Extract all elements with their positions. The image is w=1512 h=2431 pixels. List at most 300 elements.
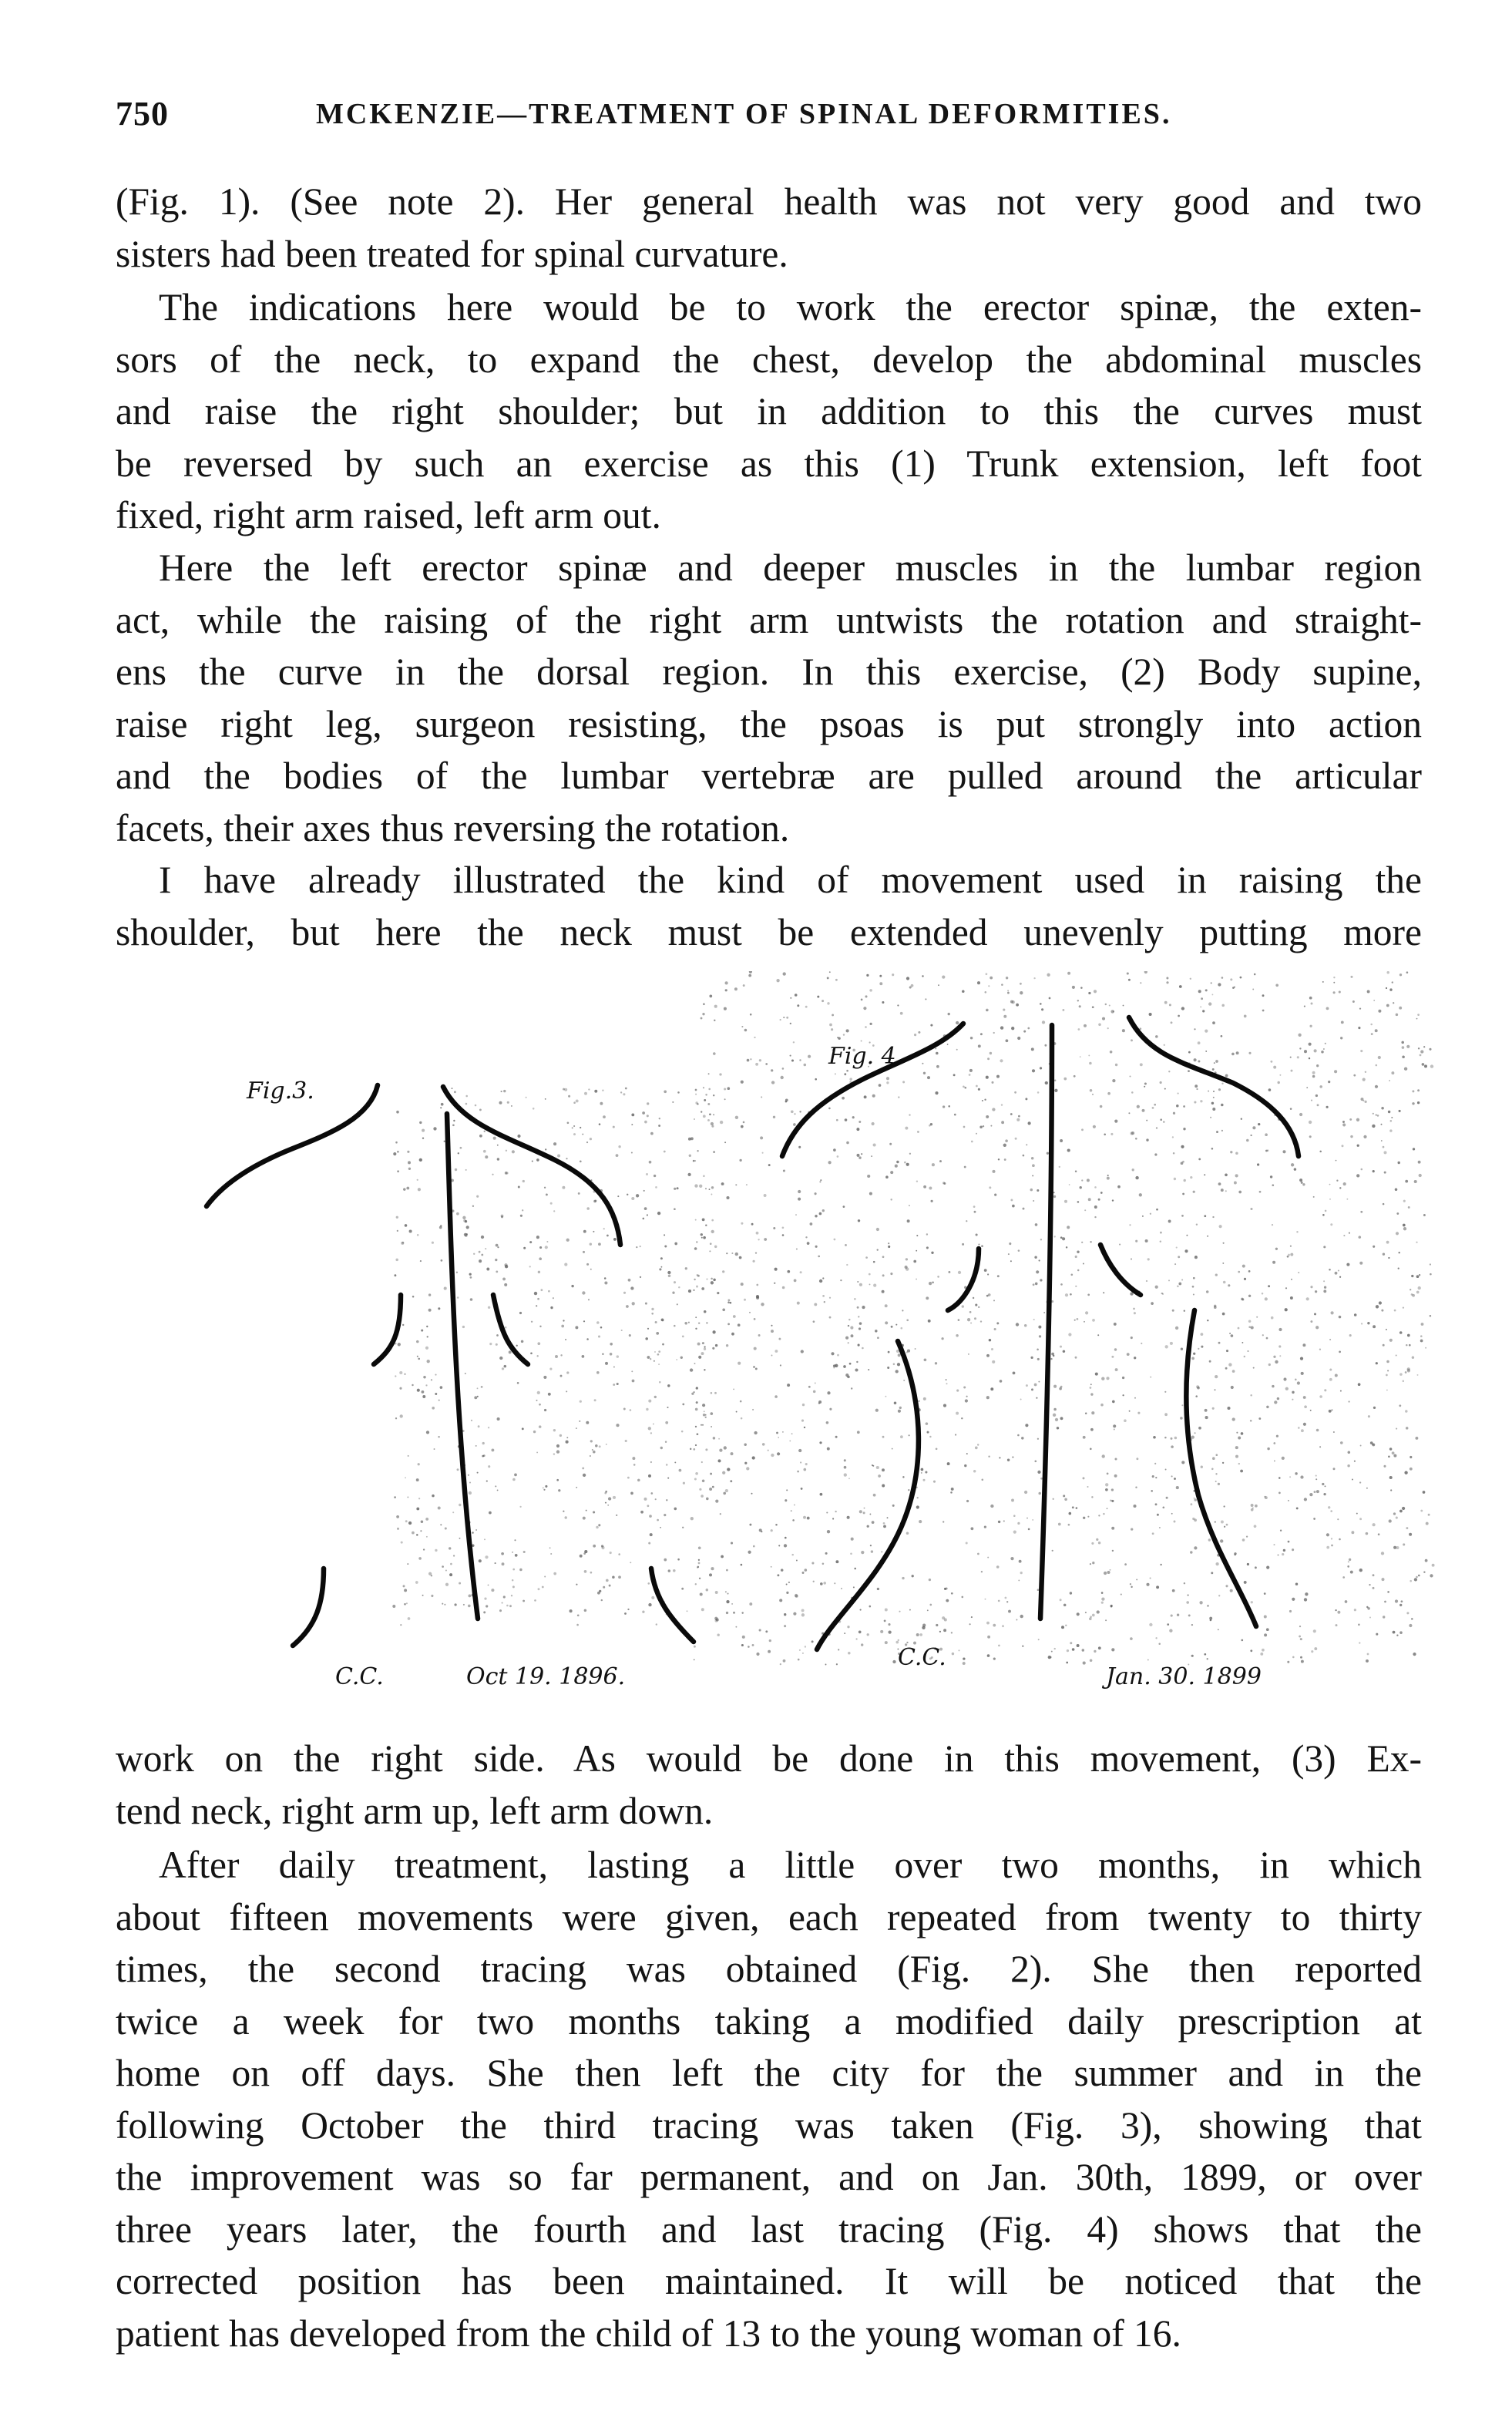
stipple-dot — [998, 1158, 1000, 1160]
stipple-dot — [927, 1609, 929, 1611]
stipple-dot — [1329, 1368, 1332, 1370]
stipple-dot — [777, 1574, 779, 1576]
stipple-dot — [1183, 1128, 1185, 1130]
stipple-dot — [475, 1529, 477, 1531]
stipple-dot — [486, 1268, 489, 1271]
fig4-spine — [1040, 1025, 1052, 1619]
stipple-dot — [956, 1390, 959, 1392]
stipple-dot — [1265, 1150, 1268, 1152]
stipple-dot — [963, 1085, 965, 1088]
stipple-dot — [720, 1121, 723, 1124]
stipple-dot — [852, 1116, 855, 1118]
stipple-dot — [749, 1312, 751, 1313]
stipple-dot — [829, 971, 831, 973]
stipple-dot — [1250, 1394, 1252, 1397]
stipple-dot — [752, 1456, 755, 1459]
stipple-dot — [1369, 1616, 1371, 1618]
stipple-dot — [1136, 1458, 1138, 1460]
stipple-dot — [885, 1396, 886, 1397]
stipple-dot — [1160, 1564, 1161, 1565]
stipple-dot — [1402, 1055, 1405, 1058]
stipple-dot — [975, 1304, 977, 1306]
stipple-dot — [966, 1542, 968, 1544]
stipple-dot — [743, 984, 745, 987]
stipple-dot — [936, 1448, 938, 1450]
stipple-dot — [791, 1110, 794, 1113]
text-line: Here the left erector spinæ and deeper muscles in the lumbar region — [159, 546, 1422, 589]
stipple-dot — [1128, 979, 1131, 981]
stipple-dot — [548, 1290, 550, 1293]
stipple-dot — [962, 1305, 964, 1307]
stipple-dot — [512, 1552, 513, 1553]
stipple-dot — [435, 1374, 436, 1376]
stipple-dot — [877, 1249, 879, 1250]
stipple-dot — [697, 1433, 699, 1435]
text-line: act, while the raising of the right arm untwists the rotation and straight- — [116, 598, 1422, 641]
stipple-dot — [533, 1431, 536, 1433]
stipple-dot — [724, 1098, 726, 1100]
stipple-dot — [869, 1283, 871, 1285]
stipple-dot — [1201, 1466, 1203, 1468]
stipple-dot — [819, 1181, 821, 1182]
stipple-dot — [698, 1322, 700, 1323]
stipple-dot — [434, 1448, 435, 1450]
stipple-dot — [699, 1488, 701, 1491]
stipple-dot — [400, 1414, 403, 1417]
stipple-dot — [1235, 1174, 1238, 1177]
stipple-dot — [1171, 1021, 1173, 1024]
stipple-dot — [438, 1400, 440, 1401]
stipple-dot — [1101, 1377, 1104, 1380]
stipple-dot — [813, 1390, 816, 1394]
stipple-dot — [862, 1306, 865, 1309]
stipple-dot — [1410, 1468, 1413, 1471]
stipple-dot — [1194, 1546, 1197, 1549]
stipple-dot — [1194, 1101, 1196, 1103]
stipple-dot — [598, 1524, 600, 1526]
stipple-dot — [1335, 1609, 1336, 1611]
stipple-dot — [951, 1592, 953, 1595]
stipple-dot — [624, 1612, 627, 1615]
stipple-dot — [590, 1440, 593, 1442]
stipple-dot — [397, 1528, 399, 1530]
stipple-dot — [655, 1321, 657, 1323]
stipple-dot — [909, 1153, 911, 1155]
stipple-dot — [697, 1150, 698, 1152]
stipple-dot — [864, 1508, 865, 1509]
stipple-dot — [1131, 1258, 1132, 1259]
stipple-dot — [1172, 1589, 1175, 1592]
stipple-dot — [610, 1353, 613, 1356]
stipple-dot — [755, 1063, 758, 1066]
stipple-dot — [1348, 1400, 1349, 1402]
stipple-dot — [978, 1044, 981, 1047]
stipple-dot — [502, 1602, 503, 1604]
stipple-dot — [783, 1659, 786, 1663]
stipple-dot — [1359, 1569, 1362, 1572]
stipple-dot — [1430, 1064, 1433, 1068]
stipple-dot — [522, 1209, 523, 1211]
stipple-dot — [1305, 1592, 1308, 1595]
stipple-dot — [674, 1188, 676, 1190]
stipple-dot — [1251, 1504, 1254, 1507]
stipple-dot — [1390, 1120, 1393, 1122]
stipple-dot — [478, 1425, 480, 1427]
stipple-dot — [1168, 1279, 1170, 1281]
stipple-dot — [495, 1259, 497, 1261]
stipple-dot — [598, 1335, 600, 1337]
stipple-dot — [1393, 1631, 1396, 1634]
stipple-dot — [545, 1148, 546, 1150]
fig4-tracing — [782, 1017, 1299, 1690]
stipple-dot — [859, 1510, 862, 1513]
stipple-dot — [1090, 1563, 1091, 1565]
stipple-dot — [1098, 1024, 1101, 1027]
stipple-dot — [462, 1326, 465, 1328]
stipple-dot — [1137, 1105, 1140, 1108]
stipple-dot — [1006, 977, 1008, 979]
stipple-dot — [730, 1480, 732, 1482]
stipple-dot — [833, 1367, 835, 1369]
stipple-dot — [395, 1142, 398, 1144]
stipple-dot — [646, 1408, 648, 1411]
stipple-dot — [504, 1263, 507, 1266]
stipple-dot — [1095, 1373, 1098, 1376]
stipple-dot — [609, 1585, 611, 1587]
stipple-dot — [992, 1360, 995, 1363]
stipple-dot — [831, 1028, 833, 1031]
stipple-dot — [1240, 1470, 1243, 1473]
stipple-dot — [1228, 1284, 1230, 1286]
stipple-dot — [851, 1334, 854, 1337]
stipple-dot — [1295, 1379, 1297, 1381]
stipple-dot — [418, 1498, 420, 1499]
stipple-dot — [1054, 1648, 1056, 1649]
stipple-dot — [1074, 1320, 1076, 1321]
stipple-dot — [701, 1461, 703, 1463]
stipple-dot — [503, 1595, 506, 1598]
stipple-dot — [556, 1444, 559, 1448]
stipple-dot — [869, 1514, 871, 1515]
stipple-dot — [741, 1222, 743, 1225]
stipple-dot — [986, 1076, 989, 1079]
stipple-dot — [1278, 1081, 1280, 1084]
stipple-dot — [1053, 1414, 1056, 1417]
stipple-dot — [926, 1233, 928, 1235]
stipple-dot — [1070, 1642, 1072, 1644]
stipple-dot — [873, 1283, 876, 1286]
stipple-dot — [906, 1532, 909, 1535]
stipple-dot — [986, 1354, 990, 1357]
stipple-dot — [1156, 1127, 1158, 1128]
stipple-dot — [726, 1344, 728, 1347]
stipple-dot — [1178, 1093, 1179, 1094]
stipple-dot — [1359, 1518, 1362, 1520]
stipple-dot — [1198, 1060, 1200, 1062]
stipple-dot — [981, 1571, 983, 1572]
stipple-dot — [1053, 1385, 1057, 1388]
stipple-dot — [1110, 1499, 1112, 1501]
stipple-dot — [750, 1058, 751, 1060]
stipple-dot — [696, 1401, 698, 1404]
stipple-dot — [553, 1453, 555, 1454]
stipple-dot — [1349, 1118, 1352, 1121]
stipple-dot — [717, 1633, 719, 1636]
stipple-dot — [512, 1569, 515, 1571]
stipple-dot — [918, 1031, 920, 1034]
stipple-dot — [484, 1597, 486, 1599]
stipple-dot — [1238, 1463, 1240, 1464]
stipple-dot — [501, 1552, 504, 1555]
stipple-dot — [586, 1263, 589, 1266]
stipple-dot — [1081, 1242, 1083, 1243]
stipple-dot — [1140, 982, 1141, 983]
stipple-dot — [1016, 1323, 1019, 1326]
stipple-dot — [596, 1321, 600, 1324]
stipple-dot — [748, 1646, 750, 1648]
stipple-dot — [397, 1151, 399, 1153]
stipple-dot — [749, 1524, 751, 1526]
stipple-dot — [616, 1515, 617, 1516]
stipple-dot — [1091, 1411, 1094, 1414]
stipple-dot — [771, 1529, 773, 1532]
tracings-drawing — [139, 971, 1449, 1711]
stipple-dot — [742, 1636, 745, 1639]
stipple-dot — [642, 1111, 645, 1115]
stipple-dot — [1154, 1153, 1157, 1155]
stipple-dot — [631, 1197, 634, 1200]
stipple-dot — [1196, 1088, 1198, 1090]
stipple-dot — [701, 1608, 704, 1611]
stipple-dot — [658, 1363, 660, 1365]
stipple-dot — [978, 1306, 979, 1308]
stipple-dot — [421, 1330, 423, 1332]
stipple-dot — [871, 1550, 873, 1552]
stipple-dot — [1329, 1410, 1332, 1413]
stipple-dot — [1322, 981, 1324, 983]
stipple-dot — [1091, 1496, 1093, 1498]
stipple-dot — [905, 1266, 908, 1269]
stipple-dot — [750, 1014, 752, 1016]
stipple-dot — [844, 1473, 847, 1476]
stipple-dot — [441, 1103, 444, 1106]
stipple-dot — [1359, 1236, 1362, 1239]
stipple-dot — [892, 1505, 895, 1507]
stipple-dot — [800, 1271, 802, 1273]
stipple-dot — [606, 1235, 609, 1237]
stipple-dot — [689, 1155, 691, 1157]
stipple-dot — [713, 1094, 714, 1096]
stipple-dot — [1368, 1415, 1370, 1417]
stipple-dot — [1295, 1582, 1298, 1585]
stipple-dot — [829, 1024, 832, 1027]
stipple-dot — [1112, 1400, 1115, 1404]
stipple-dot — [423, 1548, 425, 1550]
stipple-dot — [1297, 1056, 1299, 1058]
stipple-dot — [416, 1534, 418, 1536]
stipple-dot — [1360, 1050, 1362, 1052]
stipple-dot — [860, 1609, 862, 1611]
stipple-dot — [660, 1266, 662, 1268]
stipple-dot — [1273, 1356, 1275, 1358]
stipple-dot — [1215, 1060, 1218, 1063]
stipple-dot — [797, 1302, 800, 1305]
stipple-dot — [1304, 1598, 1307, 1601]
stipple-dot — [1155, 1035, 1158, 1038]
stipple-dot — [714, 1392, 717, 1394]
stipple-dot — [506, 1150, 507, 1152]
stipple-dot — [583, 1251, 585, 1253]
stipple-dot — [428, 1293, 431, 1296]
stipple-dot — [416, 1508, 419, 1511]
stipple-dot — [1417, 1101, 1420, 1104]
stipple-dot — [1106, 1377, 1109, 1380]
stipple-dot — [846, 1142, 849, 1145]
stipple-dot — [1244, 1356, 1245, 1357]
stipple-dot — [892, 1448, 893, 1450]
stipple-dot — [1420, 1054, 1422, 1057]
stipple-dot — [1215, 1273, 1218, 1276]
stipple-dot — [1396, 1546, 1399, 1549]
stipple-dot — [759, 1629, 761, 1631]
stipple-dot — [1159, 1527, 1161, 1528]
stipple-dot — [1074, 1075, 1076, 1078]
stipple-dot — [1134, 1397, 1136, 1399]
stipple-dot — [1353, 1074, 1356, 1077]
stipple-dot — [1035, 1283, 1038, 1286]
stipple-dot — [902, 1577, 904, 1579]
stipple-dot — [782, 1226, 785, 1229]
stipple-dot — [1417, 1014, 1420, 1016]
stipple-dot — [603, 1115, 606, 1118]
stipple-dot — [491, 1448, 494, 1451]
stipple-dot — [630, 1492, 633, 1495]
stipple-dot — [1211, 1148, 1214, 1150]
stipple-dot — [582, 1467, 584, 1469]
stipple-dot — [1164, 1088, 1166, 1090]
stipple-dot — [811, 1562, 814, 1564]
stipple-dot — [902, 1081, 905, 1083]
stipple-dot — [668, 1569, 670, 1572]
stipple-dot — [625, 1440, 627, 1442]
stipple-dot — [422, 1129, 425, 1132]
stipple-dot — [1290, 1253, 1293, 1256]
stipple-dot — [724, 1007, 727, 1010]
fig4-right-hip — [1186, 1310, 1256, 1626]
stipple-dot — [760, 1136, 763, 1139]
stipple-dot — [1232, 1417, 1235, 1421]
stipple-dot — [805, 1006, 808, 1008]
stipple-dot — [1188, 1614, 1191, 1616]
stipple-dot — [1083, 1436, 1086, 1439]
stipple-dot — [992, 1170, 995, 1173]
stipple-dot — [1194, 1058, 1197, 1061]
stipple-dot — [1391, 1117, 1393, 1118]
stipple-dot — [422, 1390, 425, 1394]
stipple-dot — [1114, 1120, 1117, 1123]
stipple-dot — [933, 1481, 936, 1483]
stipple-dot — [778, 1545, 780, 1546]
stipple-dot — [1038, 1326, 1041, 1329]
stipple-dot — [496, 1343, 498, 1346]
stipple-dot — [739, 1159, 741, 1162]
stipple-dot — [656, 1623, 657, 1625]
stipple-dot — [1105, 1004, 1107, 1005]
stipple-dot — [417, 1179, 418, 1181]
stipple-dot — [1340, 1441, 1343, 1444]
stipple-dot — [667, 1384, 670, 1387]
stipple-dot — [1171, 1437, 1173, 1440]
stipple-dot — [815, 1382, 816, 1384]
stipple-dot — [519, 1569, 522, 1572]
stipple-dot — [1404, 1068, 1407, 1071]
stipple-dot — [1262, 1649, 1265, 1652]
stipple-dot — [654, 1396, 657, 1398]
stipple-dot — [744, 1462, 747, 1464]
stipple-dot — [1192, 1286, 1194, 1288]
stipple-dot — [496, 1334, 499, 1337]
stipple-dot — [1064, 1200, 1067, 1203]
stipple-dot — [867, 1525, 869, 1528]
stipple-dot — [545, 1485, 547, 1488]
stipple-dot — [650, 1358, 651, 1360]
stipple-dot — [687, 1173, 690, 1176]
stipple-dot — [1319, 1395, 1322, 1398]
stipple-dot — [606, 1579, 609, 1582]
stipple-dot — [899, 1611, 900, 1612]
stipple-dot — [1031, 1388, 1033, 1390]
stipple-dot — [617, 1383, 619, 1385]
stipple-dot — [1088, 1054, 1090, 1056]
stipple-dot — [1165, 1345, 1168, 1348]
stipple-dot — [1094, 990, 1097, 993]
stipple-dot — [475, 1445, 477, 1447]
stipple-dot — [785, 1099, 788, 1102]
stipple-dot — [1033, 1283, 1035, 1286]
stipple-dot — [1317, 1104, 1319, 1106]
stipple-dot — [711, 1194, 712, 1195]
stipple-dot — [1230, 1589, 1233, 1592]
stipple-dot — [858, 1344, 860, 1347]
stipple-dot — [1424, 1064, 1427, 1068]
stipple-dot — [744, 1443, 746, 1445]
stipple-dot — [684, 1322, 687, 1325]
stipple-dot — [640, 1246, 641, 1247]
stipple-dot — [1410, 1456, 1412, 1458]
stipple-dot — [907, 1350, 910, 1353]
stipple-dot — [1316, 1429, 1319, 1432]
stipple-dot — [479, 1108, 482, 1111]
stipple-dot — [1302, 1183, 1305, 1185]
stipple-dot — [539, 1404, 541, 1406]
stipple-dot — [926, 1422, 929, 1425]
stipple-dot — [1171, 1445, 1174, 1448]
stipple-dot — [848, 1325, 849, 1326]
stipple-dot — [1260, 1653, 1263, 1656]
stipple-dot — [1194, 1028, 1195, 1030]
stipple-dot — [968, 1353, 969, 1355]
stipple-dot — [1215, 1454, 1218, 1456]
stipple-dot — [1012, 1456, 1013, 1458]
stipple-dot — [984, 991, 986, 994]
stipple-dot — [936, 1624, 938, 1626]
stipple-dot — [943, 1629, 946, 1632]
stipple-dot — [463, 1219, 466, 1222]
stipple-dot — [409, 1229, 412, 1232]
text-line: home on off days. She then left the city for the summer and in the — [116, 2052, 1422, 2094]
stipple-dot — [713, 1279, 716, 1282]
stipple-dot — [1090, 1241, 1091, 1242]
